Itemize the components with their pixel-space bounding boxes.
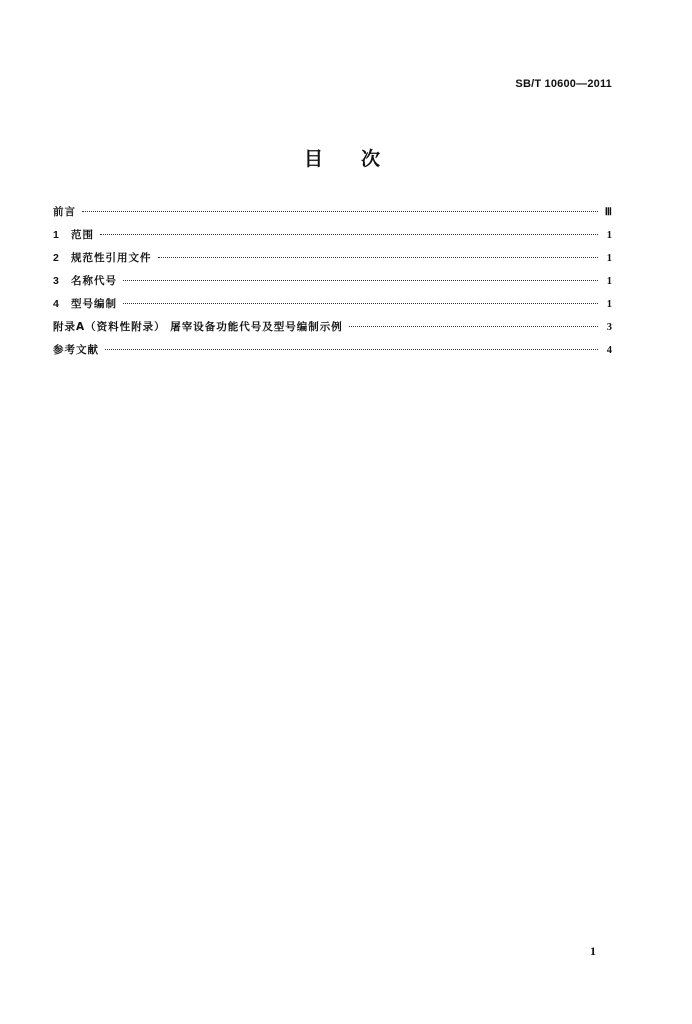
table-of-contents	[53, 204, 612, 365]
toc-entry-number: 4	[53, 298, 59, 310]
toc-leader-dots	[349, 326, 598, 327]
toc-entry-label: 参考文献	[53, 344, 99, 356]
toc-entry-page: 1	[606, 253, 612, 264]
toc-entry-normative-references[interactable]	[53, 250, 612, 273]
toc-entry-number: 1	[53, 229, 59, 241]
toc-entry-bibliography[interactable]	[53, 342, 612, 365]
toc-entry-label: 名称代号	[71, 275, 117, 287]
toc-leader-dots	[123, 303, 598, 304]
toc-leader-dots	[82, 211, 598, 212]
toc-title: 目次	[303, 148, 418, 170]
toc-entry-page: 4	[606, 345, 612, 356]
toc-entry-label: 型号编制	[71, 298, 117, 310]
toc-entry-model-numbering[interactable]	[53, 296, 612, 319]
page-number: 1	[590, 944, 596, 958]
toc-entry-page: 1	[606, 230, 612, 241]
toc-entry-number: 3	[53, 275, 59, 287]
toc-entry-scope[interactable]	[53, 227, 612, 250]
toc-entry-label: 范围	[71, 229, 94, 241]
toc-entry-page: 1	[606, 276, 612, 287]
toc-leader-dots	[105, 349, 598, 350]
toc-entry-appendix-a[interactable]	[53, 319, 612, 342]
toc-leader-dots	[158, 257, 599, 258]
toc-entry-label: 规范性引用文件	[71, 252, 152, 264]
toc-entry-page: 3	[606, 322, 612, 333]
toc-entry-foreword[interactable]	[53, 204, 612, 227]
toc-entry-label: 前言	[53, 206, 76, 218]
standard-code: SB/T 10600—2011	[515, 78, 612, 90]
toc-leader-dots	[123, 280, 598, 281]
toc-entry-page: 1	[606, 299, 612, 310]
toc-entry-name-codes[interactable]	[53, 273, 612, 296]
toc-entry-label: 附录A（资料性附录） 屠宰设备功能代号及型号编制示例	[53, 321, 343, 333]
toc-leader-dots	[100, 234, 598, 235]
toc-entry-page: Ⅲ	[604, 207, 612, 218]
toc-entry-number: 2	[53, 252, 59, 264]
